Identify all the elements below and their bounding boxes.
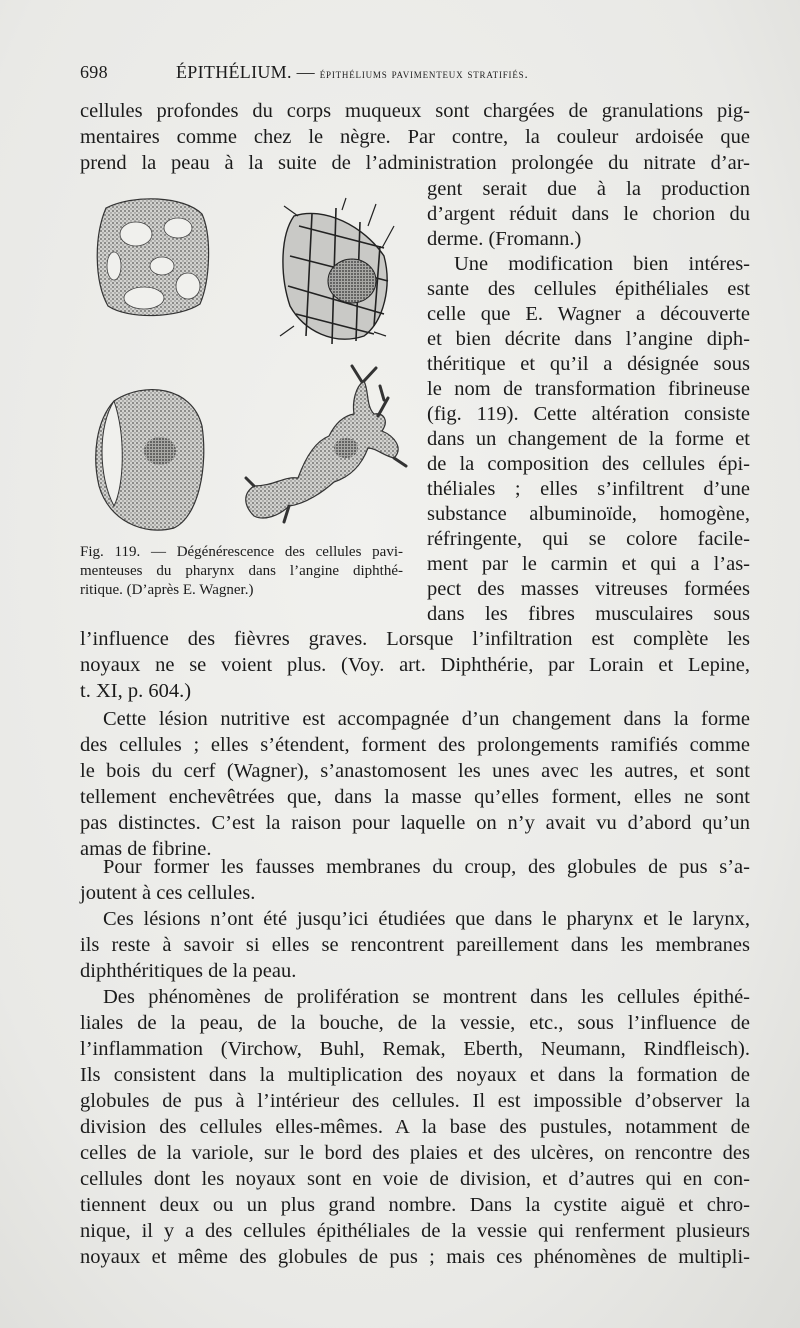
cell-drawing-2 bbox=[280, 198, 394, 344]
cell-drawing-3 bbox=[96, 390, 204, 531]
running-header bbox=[80, 62, 750, 88]
text-line: Des phénomènes de prolifération se montrent dans les cellules épithé- bbox=[103, 986, 750, 1008]
text-line: l’inflammation (Virchow, Buhl, Remak, Eberth, Neumann, Rindfleisch). bbox=[80, 1038, 750, 1060]
column-line: sante des cellules épithéliales est bbox=[427, 278, 750, 300]
text-line: nique, il y a des cellules épithéliales de la vessie qui renferment plusieurs bbox=[80, 1220, 750, 1242]
text-line: globules de pus à l’intérieur des cellules. Il est impossible d’observer la bbox=[80, 1090, 750, 1112]
figure-119-illustration bbox=[84, 186, 410, 536]
text-line: t. XI, p. 604.) bbox=[80, 680, 192, 702]
text-line: tiennent deux ou un plus grand nombre. Dans la cystite aiguë et chro- bbox=[80, 1194, 750, 1216]
column-line: le nom de transformation fibrineuse bbox=[427, 378, 750, 400]
column-line: celle que E. Wagner a découverte bbox=[427, 303, 750, 325]
running-title bbox=[176, 62, 529, 83]
column-line: dans un changement de la forme et bbox=[427, 428, 750, 450]
text-line: diphthéritiques de la peau. bbox=[80, 960, 297, 982]
column-line: Une modification bien intéres- bbox=[454, 253, 750, 275]
text-line: cellules profondes du corps muqueux sont chargées de granulations pig- bbox=[80, 100, 750, 122]
text-line: Ces lésions n’ont été jusqu’ici étudiées que dans le pharynx et le larynx, bbox=[103, 908, 750, 930]
column-line: d’argent réduit dans le chorion du bbox=[427, 203, 750, 225]
section-title: ÉPITHÉLIUM. bbox=[176, 62, 292, 82]
cell-drawing-4 bbox=[246, 366, 406, 522]
column-line: et bien décrite dans l’angine diph- bbox=[427, 328, 750, 350]
text-line: noyaux et même des globules de pus ; mais ces phénomènes de multipli- bbox=[80, 1246, 750, 1268]
text-line: Pour former les fausses membranes du croup, des globules de pus s’a- bbox=[103, 856, 750, 878]
text-line: joutent à ces cellules. bbox=[80, 882, 256, 904]
column-line: théritique et qu’il a désignée sous bbox=[427, 353, 750, 375]
text-line: noyaux ne se voient plus. (Voy. art. Diphthérie, par Lorain et Lepine, bbox=[80, 654, 750, 676]
figure-caption-line: ritique. (D’après E. Wagner.) bbox=[80, 582, 254, 598]
column-line: théliales ; elles s’infiltrent d’une bbox=[427, 478, 750, 500]
text-line: division des cellules elles-mêmes. A la base des pustules, notamment de bbox=[80, 1116, 750, 1138]
column-line: (fig. 119). Cette altération consiste bbox=[427, 403, 750, 425]
text-line: celles de la variole, sur le bord des plaies et des ulcères, on rencontre des bbox=[80, 1142, 750, 1164]
text-line: mentaires comme chez le nègre. Par contre, la couleur ardoisée que bbox=[80, 126, 750, 148]
text-line: tellement enchevêtrées que, dans la masse qu’elles forment, elles ne sont bbox=[80, 786, 750, 808]
figure-caption-line: Fig. 119. — Dégénérescence des cellules pavi- bbox=[80, 544, 403, 560]
column-line: de la composition des cellules épi- bbox=[427, 453, 750, 475]
column-line: derme. (Fromann.) bbox=[427, 228, 582, 250]
text-line: cellules dont les noyaux sont en voie de division, et d’autres qui en con- bbox=[80, 1168, 750, 1190]
text-line: Cette lésion nutritive est accompagnée d’un changement dans la forme bbox=[103, 708, 750, 730]
column-line: pect des masses vitreuses formées bbox=[427, 578, 750, 600]
text-line: amas de fibrine. bbox=[80, 838, 212, 860]
text-line: le bois du cerf (Wagner), s’anastomosent les unes avec les autres, et sont bbox=[80, 760, 750, 782]
text-line: des cellules ; elles s’étendent, forment des prolongements ramifiés comme bbox=[80, 734, 750, 756]
page-number: 698 bbox=[80, 62, 108, 82]
figure-caption-line: menteuses du pharynx dans l’angine diphthé- bbox=[80, 563, 403, 579]
column-line: ment par le carmin et qui a l’as- bbox=[427, 553, 750, 575]
text-line: l’influence des fièvres graves. Lorsque l’infiltration est complète les bbox=[80, 628, 750, 650]
text-line: ils reste à savoir si elles se rencontrent pareillement dans les membranes bbox=[80, 934, 750, 956]
cell-drawing-1 bbox=[97, 199, 208, 316]
column-line: réfringente, qui se colore facile- bbox=[427, 528, 750, 550]
text-line: liales de la peau, de la bouche, de la vessie, etc., sous l’influence de bbox=[80, 1012, 750, 1034]
text-line: pas distinctes. C’est la raison pour laquelle on n’y avait vu d’abord qu’un bbox=[80, 812, 750, 834]
text-line: prend la peau à la suite de l’administration prolongée du nitrate d’ar- bbox=[80, 152, 750, 174]
text-line: Ils consistent dans la multiplication des noyaux et dans la formation de bbox=[80, 1064, 750, 1086]
section-subtitle: épithéliums pavimenteux stratifiés. bbox=[319, 66, 529, 81]
column-line: substance albuminoïde, homogène, bbox=[427, 503, 750, 525]
column-line: gent serait due à la production bbox=[427, 178, 750, 200]
header-dash: — bbox=[296, 62, 315, 82]
column-line: dans les fibres musculaires sous bbox=[427, 603, 750, 625]
